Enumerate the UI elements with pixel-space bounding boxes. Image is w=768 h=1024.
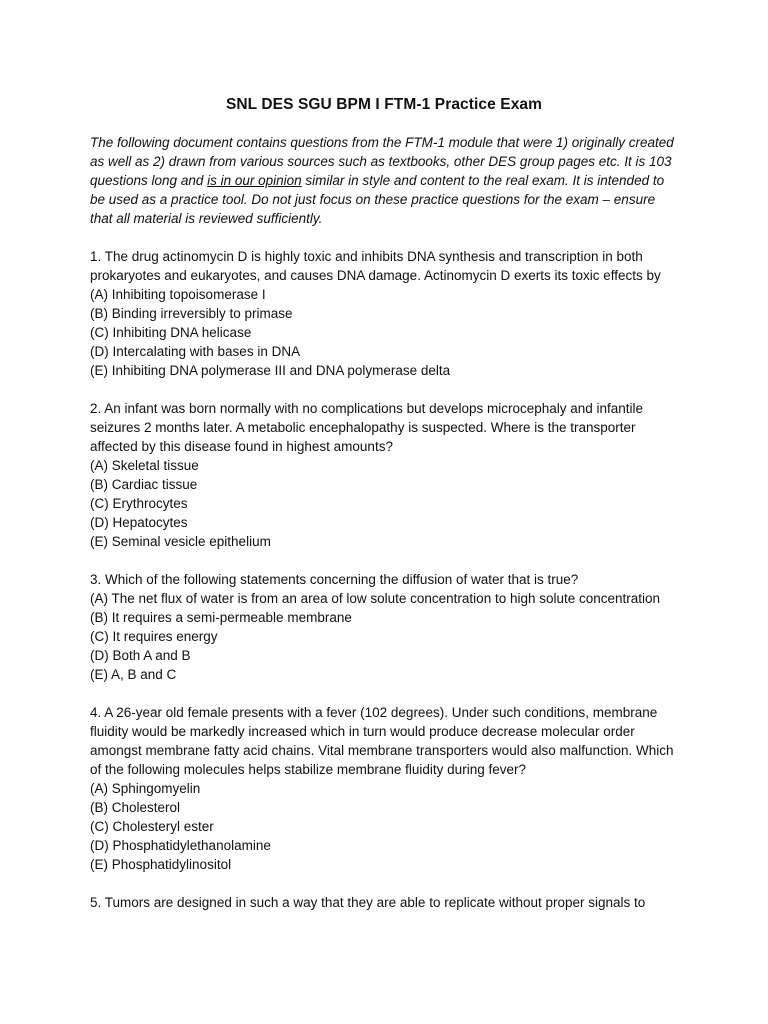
answer-option: (E) Phosphatidylinositol (90, 857, 232, 872)
answer-option: (C) Erythrocytes (90, 496, 188, 511)
answer-option: (C) Inhibiting DNA helicase (90, 325, 252, 340)
answer-option: (C) Cholesteryl ester (90, 819, 214, 834)
answer-option: (D) Phosphatidylethanolamine (90, 838, 271, 853)
answer-option: (A) Sphingomyelin (90, 781, 201, 796)
answer-option: (E) Seminal vesicle epithelium (90, 534, 271, 549)
question-stem: 1. The drug actinomycin D is highly toxic and inhibits DNA synthesis and transcription in both prokaryotes and eukaryotes, and causes DNA damage. Actinomycin D exerts its toxic effects by (90, 249, 661, 283)
answer-option: (B) Cholesterol (90, 800, 181, 815)
intro-text-after: similar in style and content to the real exam. It is intended to be used as a practice tool. Do not just focus on these practice questions for the exam – ensure that all material is reviewed sufficiently. (90, 173, 665, 226)
intro-paragraph (90, 133, 678, 228)
answer-option: (A) Inhibiting topoisomerase I (90, 287, 266, 302)
intro-text-underlined: is in our opinion (207, 173, 302, 188)
question-4 (90, 703, 678, 874)
answer-option: (D) Hepatocytes (90, 515, 188, 530)
intro-text-before: The following document contains questions from the FTM-1 module that were 1) originally created as well as 2) drawn from various sources such as textbooks, other DES group pages etc. It is 103 questions long and (90, 135, 674, 188)
answer-option: (E) Inhibiting DNA polymerase III and DNA polymerase delta (90, 363, 451, 378)
answer-option: (D) Intercalating with bases in DNA (90, 344, 301, 359)
question-stem: 3. Which of the following statements concerning the diffusion of water that is true? (90, 572, 579, 587)
answer-option: (B) It requires a semi-permeable membrane (90, 610, 352, 625)
document-title: SNL DES SGU BPM I FTM-1 Practice Exam (225, 96, 543, 113)
question-3 (90, 570, 678, 684)
question-stem: 5. Tumors are designed in such a way that they are able to replicate without proper signals to (90, 895, 646, 910)
answer-option: (A) The net flux of water is from an area of low solute concentration to high solute concentration (90, 591, 661, 606)
question-5 (90, 893, 678, 912)
question-stem: 2. An infant was born normally with no complications but develops microcephaly and infantile seizures 2 months later. A metabolic encephalopathy is suspected. Where is the transporter affected by this disease found in highest amounts? (90, 401, 644, 454)
answer-option: (D) Both A and B (90, 648, 191, 663)
answer-option: (E) A, B and C (90, 667, 177, 682)
answer-option: (A) Skeletal tissue (90, 458, 199, 473)
answer-option: (B) Cardiac tissue (90, 477, 198, 492)
question-stem: 4. A 26-year old female presents with a fever (102 degrees). Under such conditions, membrane fluidity would be markedly increased which in turn would produce decrease molecular order amongst membrane fatty acid chains. Vital membrane transporters would also malfunction. Which of the following molecules helps stabilize membrane fluidity during fever? (90, 705, 674, 777)
question-2 (90, 399, 678, 551)
answer-option: (C) It requires energy (90, 629, 218, 644)
question-1 (90, 247, 678, 380)
answer-option: (B) Binding irreversibly to primase (90, 306, 293, 321)
document-page (90, 94, 678, 931)
